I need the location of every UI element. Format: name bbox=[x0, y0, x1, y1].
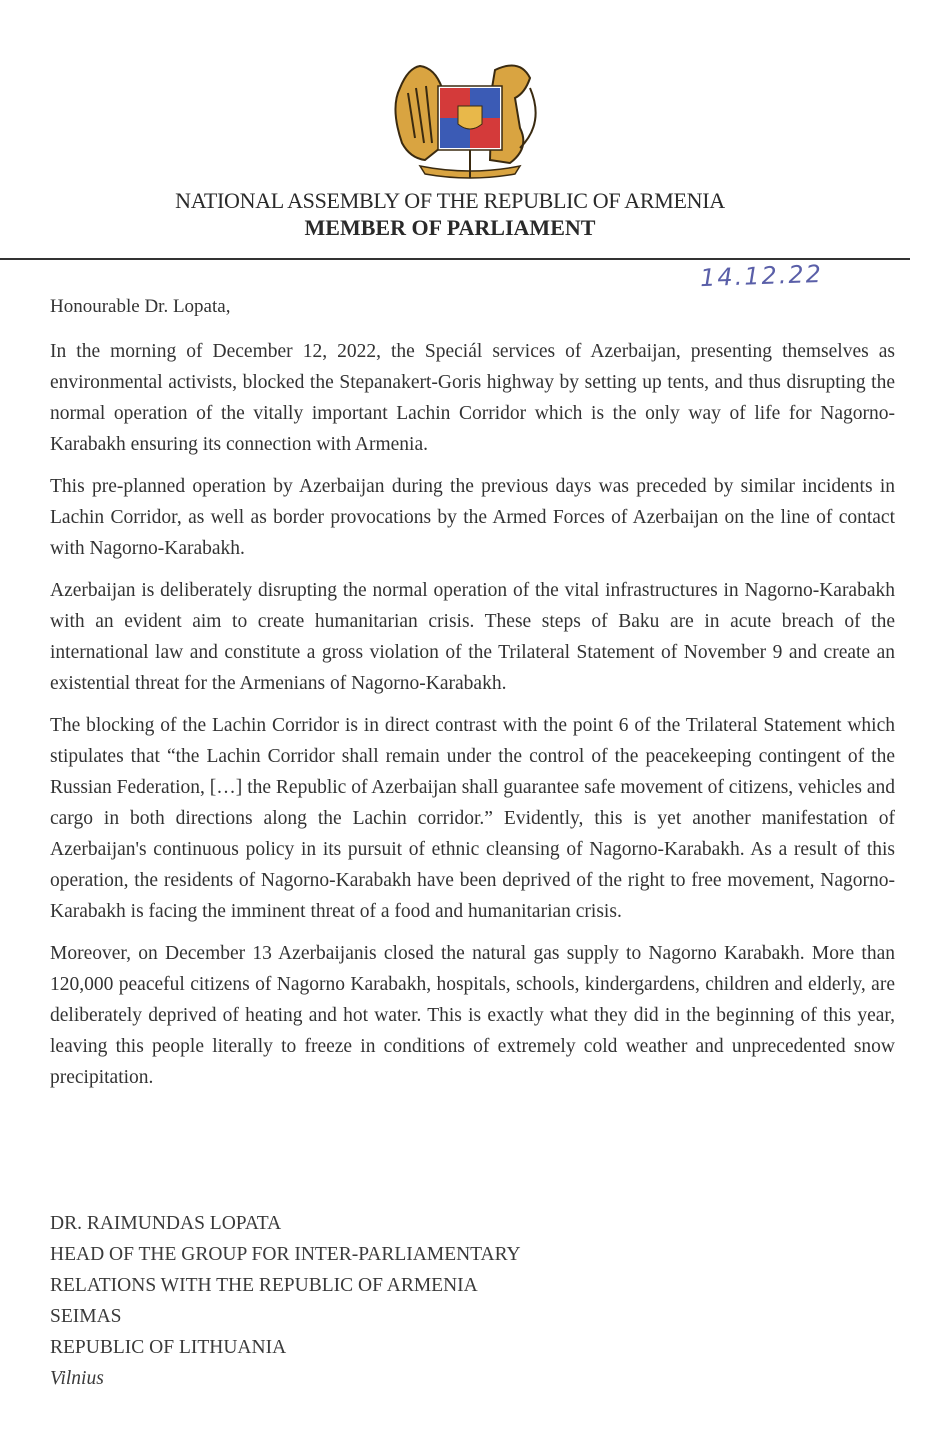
addressee-position-line1: HEAD OF THE GROUP FOR INTER-PARLIAMENTARY bbox=[50, 1244, 521, 1265]
paragraph: Azerbaijan is deliberately disrupting the normal operation of the vital infrastructures in Nagorno-Karabakh with an evident aim to create humanitarian crisis. These steps of Baku are in acute breach of the international law and constitute a gross violation of the Trilateral Statement of November 9 and create an existential threat for the Armenians of Nagorno-Karabakh. bbox=[50, 580, 895, 694]
addressee-body: SEIMAS bbox=[50, 1306, 122, 1327]
paragraph: This pre-planned operation by Azerbaijan during the previous days was preceded by similar incidents in Lachin Corridor, as well as border provocations by the Armed Forces of Azerbaijan on the line of contact with Nagorno-Karabakh. bbox=[50, 476, 895, 559]
addressee-position-line2: RELATIONS WITH THE REPUBLIC OF ARMENIA bbox=[50, 1275, 478, 1296]
header-divider bbox=[0, 258, 910, 260]
paragraph: Moreover, on December 13 Azerbaijanis closed the natural gas supply to Nagorno Karabakh. More than 120,000 peaceful citizens of Nagorno Karabakh, hospitals, schools, kindergardens, children and elderly, are deliberately deprived of heating and hot water. This is exactly what they did in the beginning of this year, leaving this people literally to freeze in conditions of extremely cold weather and unprecedented snow precipitation. bbox=[50, 943, 895, 1088]
handwritten-date: 14.12.22 bbox=[699, 259, 824, 293]
salutation: Honourable Dr. Lopata, bbox=[50, 296, 231, 317]
armenia-coat-of-arms-icon bbox=[380, 48, 560, 188]
member-title-heading: MEMBER OF PARLIAMENT bbox=[304, 215, 596, 240]
letter-body bbox=[50, 336, 895, 1104]
institution-heading: NATIONAL ASSEMBLY OF THE REPUBLIC OF ARMENIA bbox=[175, 188, 725, 213]
addressee-name: DR. RAIMUNDAS LOPATA bbox=[50, 1213, 282, 1234]
addressee-country: REPUBLIC OF LITHUANIA bbox=[50, 1337, 287, 1358]
paragraph: The blocking of the Lachin Corridor is in direct contrast with the point 6 of the Trilateral Statement which stipulates that “the Lachin Corridor shall remain under the control of the peacekeeping contingent of the Russian Federation, […] the Republic of Azerbaijan shall guarantee safe movement of citizens, vehicles and cargo in both directions along the Lachin corridor.” Evidently, this is yet another manifestation of Azerbaijan's continuous policy in its pursuit of ethnic cleansing of Nagorno-Karabakh. As a result of this operation, the residents of Nagorno-Karabakh have been deprived of the right to free movement, Nagorno-Karabakh is facing the imminent threat of a food and humanitarian crisis. bbox=[50, 715, 895, 922]
addressee-block bbox=[50, 1208, 521, 1394]
addressee-city: Vilnius bbox=[50, 1368, 104, 1389]
paragraph: In the morning of December 12, 2022, the Speciál services of Azerbaijan, presenting themselves as environmental activists, blocked the Stepanakert-Goris highway by setting up tents, and thus disrupting the normal operation of the vitally important Lachin Corridor which is the only way of life for Nagorno-Karabakh ensuring its connection with Armenia. bbox=[50, 341, 895, 455]
